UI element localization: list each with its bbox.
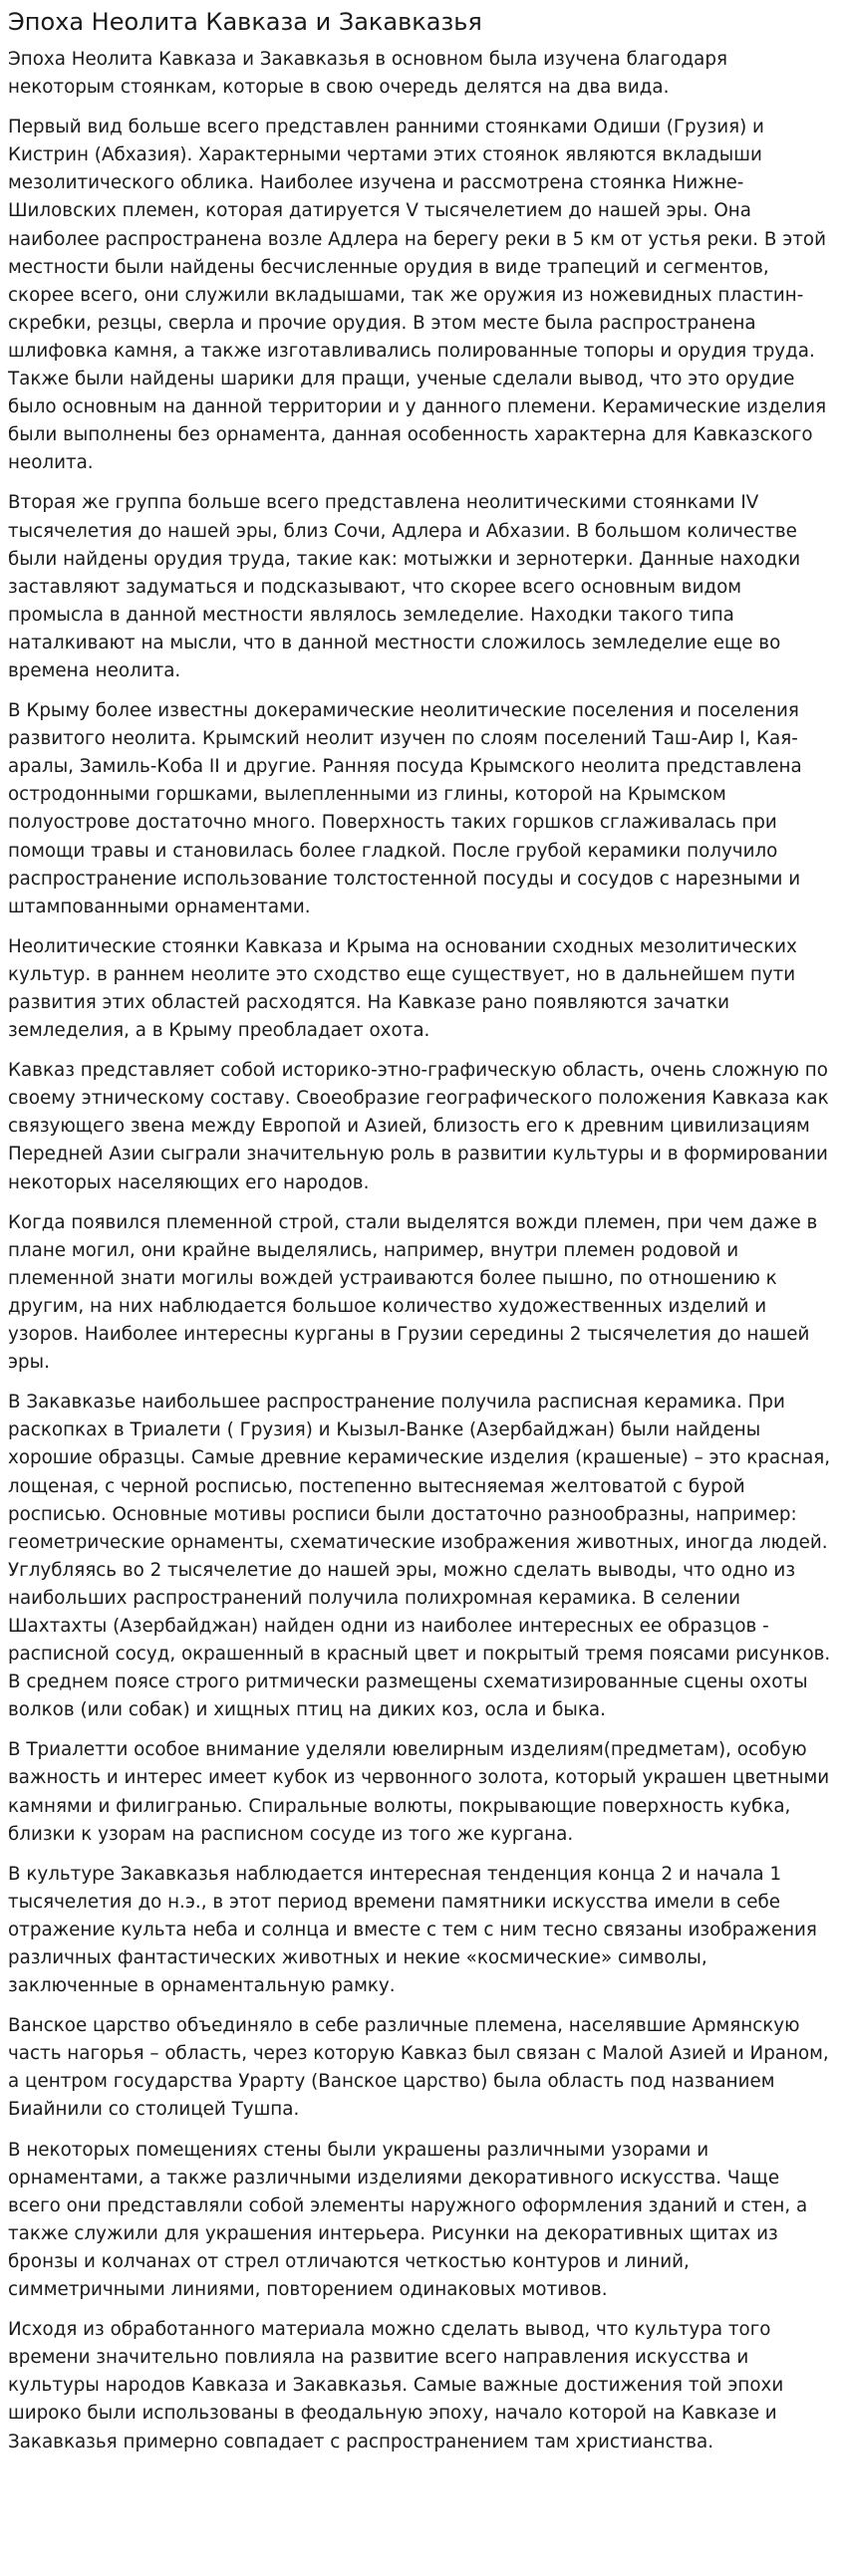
- paragraph-trialeti: В Триалетти особое внимание уделяли ювелирным изделиям(предметам), особую важность и интерес имеет кубок из червонного золота, который украшен цветными камнями и филигранью. Спиральные волюты, покрывающие поверхность кубка, близки к узорам на расписном сосуде из того же кургана.: [8, 1739, 830, 1845]
- paragraph-van-kingdom: Ванское царство объединяло в себе различные племена, населявшие Армянскую часть нагорья – область, через которую Кавказ был связан с Малой Азией и Ираном, а центром государства Урарту (Ванское царство) была область под названием Биайнили со столицей Тушпа.: [8, 2015, 829, 2121]
- paragraph-conclusion: Исходя из обработанного материала можно сделать вывод, что культура того времени значительно повлияла на развитие всего направления искусства и культуры народов Кавказа и Закавказья. Самые важные достижения той эпохи широко были использованы в феодальную эпоху, начало которой на Кавказе и Закавказья примерно совпадает с распространением там христианства.: [8, 2319, 784, 2452]
- page-title: Эпоха Неолита Кавказа и Закавказья: [8, 8, 482, 36]
- paragraph-first-type: Первый вид больше всего представлен ранними стоянками Одиши (Грузия) и Кистрин (Абхазия). Характерными чертами этих стоянок являются вкладыши мезолитического облика. Наиболее изучена и рассмотрена стоянка Нижне-Шиловских племен, которая датируется V тысячелетием до нашей эры. Она наиболее распространена возле Адлера на берегу реки в 5 км от устья реки. В этой местности были найдены бесчисленные орудия в виде трапеций и сегментов, скорее всего, они служили вкладышами, так же оружия из ножевидных пластин- скребки, резцы, сверла и прочие орудия. В этом месте была распространена шлифовка камня, а также изготавливались полированные топоры и орудия труда. Также были найдены шарики для пращи, ученые сделали вывод, что это орудие было основным на данной территории и у данного племени. Керамические изделия были выполнены без орнамента, данная особенность характерна для Кавказского неолита.: [8, 117, 827, 474]
- paragraph-decoration: В некоторых помещениях стены были украшены различными узорами и орнаментами, а также различными изделиями декоративного искусства. Чаще всего они представляли собой элементы наружного оформления зданий и стен, а также служили для украшения интерьера. Рисунки на декоративных щитах из бронзы и колчанах от стрел отличаются четкостью контуров и линий, симметричными линиями, повторением одинаковых мотивов.: [8, 2139, 808, 2301]
- paragraph-caucasus-crimea: Неолитические стоянки Кавказа и Крыма на основании сходных мезолитических культур. в раннем неолите это сходство еще существует, но в дальнейшем пути развития этих областей расходятся. На Кавказе рано появляются зачатки земледелия, а в Крыму преобладает охота.: [8, 935, 797, 1042]
- paragraph-painted-ceramics: В Закавказье наибольшее распространение получила расписная керамика. При раскопках в Триалети ( Грузия) и Кызыл-Ванке (Азербайджан) были найдены хорошие образцы. Самые древние керамические изделия (крашеные) – это красная, лощеная, с черной росписью, постепенно вытесняемая желтоватой с бурой росписью. Основные мотивы росписи были достаточно разнообразны, например: геометрические орнаменты, схематические изображения животных, иногда людей. Углубляясь во 2 тысячелетие до нашей эры, можно сделать выводы, что одно из наибольших распространений получила полихромная керамика. В селении Шахтахты (Азербайджан) найден одни из наиболее интересных ее образцов - расписной сосуд, окрашенный в красный цвет и покрытый тремя поясами рисунков. В среднем поясе строго ритмически размещены схематизированные сцены охоты волков (или собак) и хищных птиц на диких коз, осла и быка.: [8, 1392, 831, 1721]
- paragraph-crimea: В Крыму более известны докерамические неолитические поселения и поселения развитого неолита. Крымский неолит изучен по слоям поселений Таш-Аир I, Кая-аралы, Замиль-Коба II и другие. Ранняя посуда Крымского неолита представлена остродонными горшками, вылепленными из глины, которой на Крымском полуострове достаточно много. Поверхность таких горшков сглаживалась при помощи травы и становилась более гладкой. После грубой керамики получило распространение использование толстостенной посуды и сосудов с нарезными и штампованными орнаментами.: [8, 700, 802, 917]
- paragraph-tribal-system: Когда появился племенной строй, стали выделятся вожди племен, при чем даже в плане могил, они крайне выделялись, например, внутри племен родовой и племенной знати могилы вождей устраиваются более пышно, по отношению к другим, на них наблюдается большое количество художественных изделий и узоров. Наиболее интересны курганы в Грузии середины 2 тысячелетия до нашей эры.: [8, 1211, 818, 1374]
- paragraph-transcaucasia-culture: В культуре Закавказья наблюдается интересная тенденция конца 2 и начала 1 тысячелетия до н.э., в этот период времени памятники искусства имели в себе отражение культа неба и солнца и вместе с тем с ним тесно связаны изображения различных фантастических животных и некие «космические» символы, заключенные в орнаментальную рамку.: [8, 1863, 817, 1997]
- paragraph-intro: Эпоха Неолита Кавказа и Закавказья в основном была изучена благодаря некоторым стоянкам, которые в свою очередь делятся на два вида.: [8, 49, 727, 99]
- paragraph-second-group: Вторая же группа больше всего представлена неолитическими стоянками IV тысячелетия до нашей эры, близ Сочи, Адлера и Абхазии. В большом количестве были найдены орудия труда, такие как: мотыжки и зернотерки. Данные находки заставляют задуматься и подсказывают, что скорее всего основным видом промысла в данной местности являлось земледелие. Находки такого типа наталкивают на мысли, что в данной местности сложилось земледелие еще во времена неолита.: [8, 492, 801, 681]
- article-body: [8, 46, 836, 2456]
- paragraph-caucasus-region: Кавказ представляет собой историко-этно-графическую область, очень сложную по своему этническому составу. Своеобразие географического положения Кавказа как связующего звена между Европой и Азией, близость его к древним цивилизациям Передней Азии сыграли значительную роль в развитии культуры и в формировании некоторых населяющих его народов.: [8, 1060, 829, 1193]
